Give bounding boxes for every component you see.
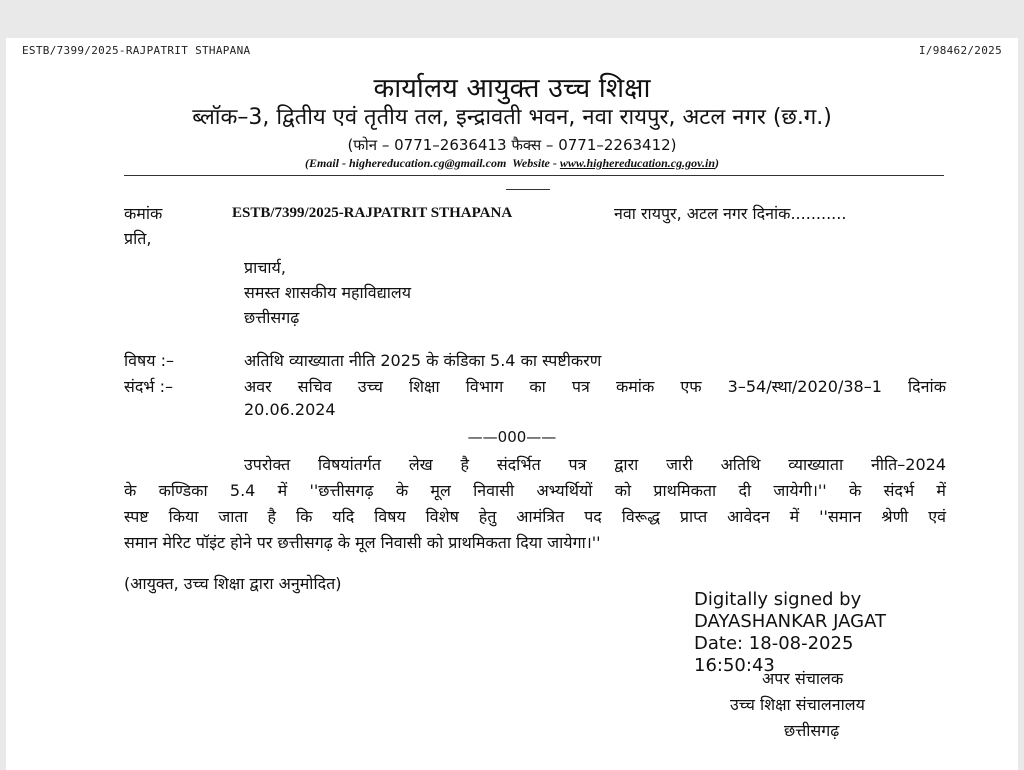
approval-note: (आयुक्त, उच्च शिक्षा द्वारा अनुमोदित)	[124, 574, 342, 593]
website-label: Website -	[512, 156, 560, 170]
prati-label: प्रति,	[124, 229, 152, 248]
signatory-office: उच्च शिक्षा संचालनालय	[730, 695, 865, 714]
signature-line-1: Digitally signed by	[694, 589, 862, 610]
body-line-1: उपरोक्त विषयांतर्गत लेख है संदर्भित पत्र द्वारा जारी अतिथि व्याख्याता नीति–2024	[244, 455, 946, 474]
addressee-line-1: प्राचार्य,	[244, 258, 286, 277]
signatory-state: छत्तीसगढ़	[784, 721, 840, 740]
subject-text: अतिथि व्याख्याता नीति 2025 के कंडिका 5.4 का स्पष्टीकरण	[244, 351, 602, 370]
reference-line-2: 20.06.2024	[244, 400, 336, 419]
letter-page	[6, 38, 1018, 770]
website-link[interactable]: www.highereducation.cg.gov.in	[559, 156, 716, 170]
signature-line-4: 16:50:43	[694, 655, 775, 676]
reference-line-1: अवर सचिव उच्च शिक्षा विभाग का पत्र कमांक एफ 3–54/स्था/2020/38–1 दिनांक	[244, 377, 946, 396]
header-divider	[124, 175, 944, 176]
addressee-line-2: समस्त शासकीय महाविद्यालय	[244, 283, 412, 302]
subject-label: विषय :–	[124, 351, 175, 370]
phone-fax-line: (फोन – 0771–2636413 फैक्स – 0771–2263412)	[347, 136, 677, 154]
kramank-label: कमांक	[124, 204, 163, 223]
body-line-4: समान मेरिट पॉइंट होने पर छत्तीसगढ़ के मूल निवासी को प्राथमिकता दिया जायेगा।''	[124, 533, 601, 552]
place-date: नवा रायपुर, अटल नगर दिनांक...........	[614, 204, 847, 223]
signature-line-3: Date: 18-08-2025	[694, 633, 854, 654]
email-address: highereducation.cg@gmail.com	[348, 156, 507, 170]
digital-signature-block	[694, 589, 886, 677]
office-title: कार्यालय आयुक्त उच्च शिक्षा	[373, 73, 651, 104]
addressee-line-3: छत्तीसगढ़	[244, 308, 300, 327]
signatory-designation: अपर संचालक	[762, 669, 844, 688]
body-paragraph	[124, 452, 946, 556]
kramank-value: ESTB/7399/2025-RAJPATRIT STHAPANA	[232, 205, 513, 221]
email-label: (Email -	[304, 156, 349, 170]
top-right-reference: I/98462/2025	[918, 44, 1002, 57]
short-divider	[506, 189, 550, 190]
top-left-reference: ESTB/7399/2025-RAJPATRIT STHAPANA	[22, 44, 251, 57]
body-line-2: के कण्डिका 5.4 में ''छत्तीसगढ़ के मूल निवासी अभ्यर्थियों को प्राथमिकता दी जायेगी।'' के संदर्भ में	[124, 481, 946, 500]
office-address: ब्लॉक–3, द्वितीय एवं तृतीय तल, इन्द्रावती भवन, नवा रायपुर, अटल नगर (छ.ग.)	[192, 105, 832, 130]
email-website-line	[6, 156, 1018, 171]
signature-line-2: DAYASHANKAR JAGAT	[694, 611, 886, 632]
close-paren: )	[715, 156, 720, 170]
separator: ——000——	[467, 428, 557, 446]
reference-label: संदर्भ :–	[124, 377, 174, 396]
body-line-3: स्पष्ट किया जाता है कि यदि विषय विशेष हेतु आमंत्रित पद विरूद्ध प्राप्त आवेदन में ''समान श्रेणी एवं	[124, 507, 946, 526]
